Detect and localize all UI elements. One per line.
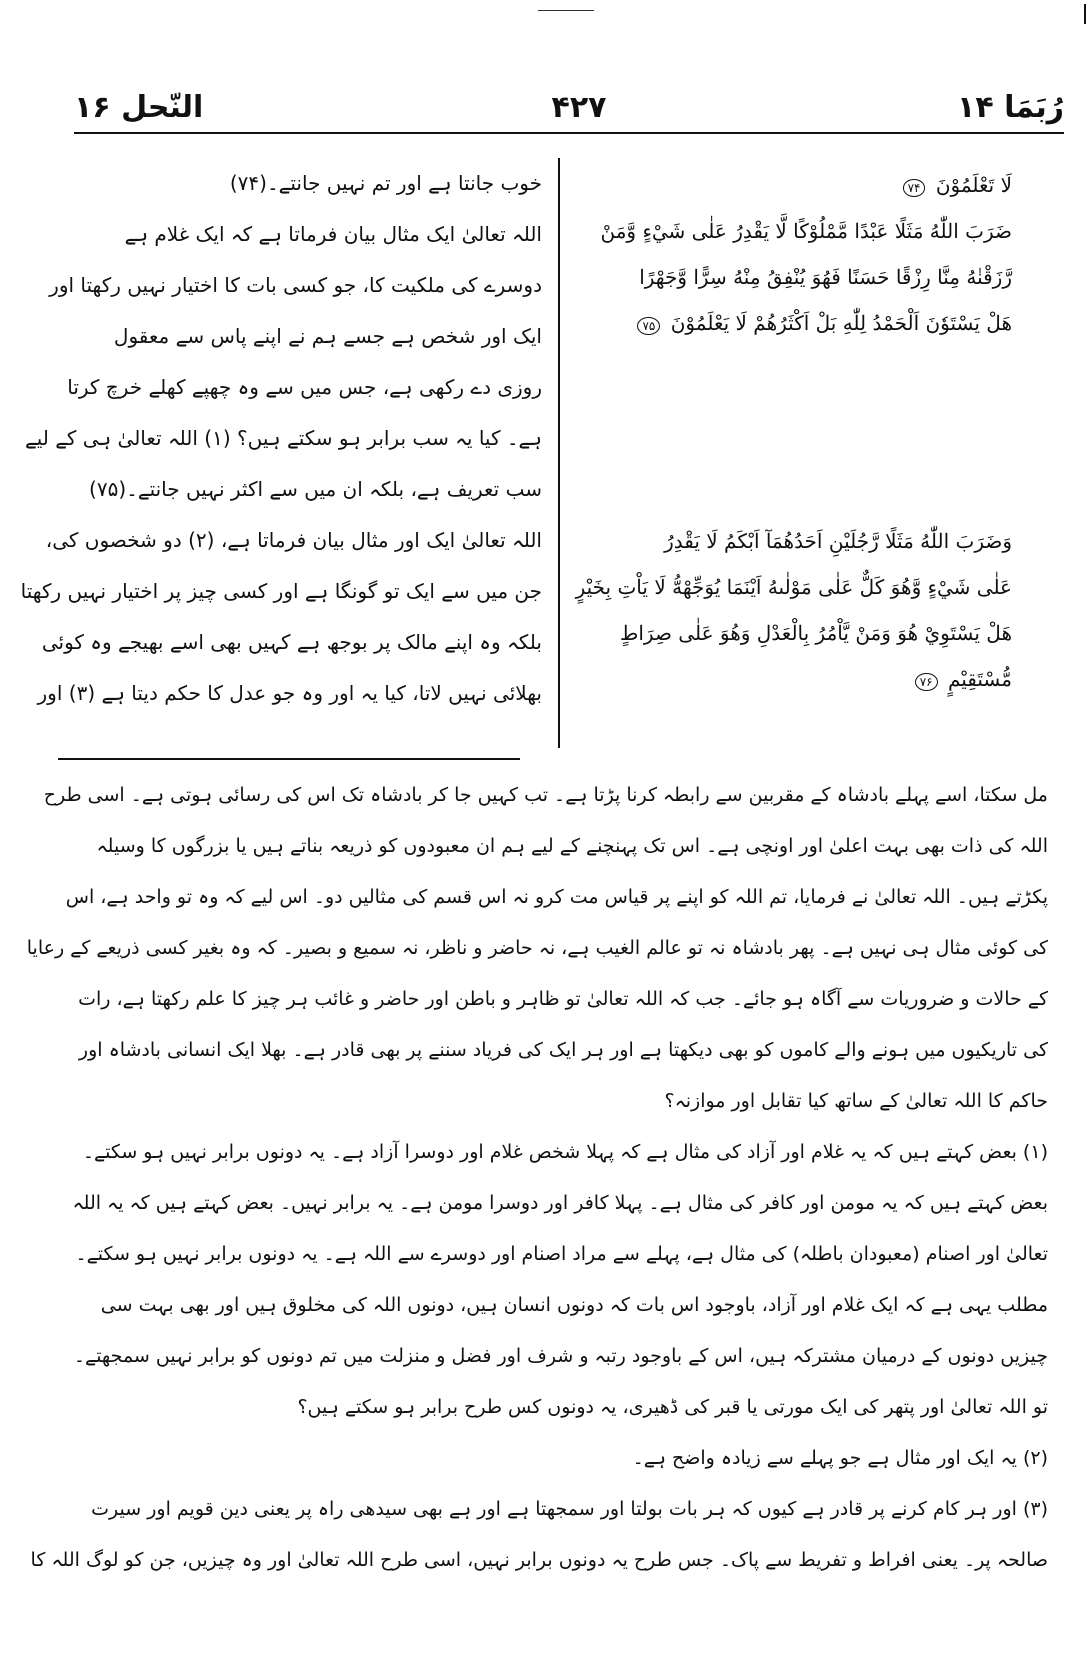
arabic-verse-line <box>572 518 1012 564</box>
juz-title: رُبَمَا ۱۴ <box>957 90 1064 125</box>
footnote-rule <box>58 758 520 760</box>
arabic-verse-line <box>572 300 1012 346</box>
translation-line: جن میں سے ایک تو گونگا ہے اور کسی چیز پر اختیار نہیں رکھتا <box>20 579 542 603</box>
footnote-line: (۱) بعض کہتے ہیں کہ یہ غلام اور آزاد کی مثال ہے کہ پہلا شخص غلام اور دوسرا آزاد ہے۔ یہ دونوں برابر نہیں ہو سکتے۔ <box>82 1141 1048 1163</box>
footnote-line: چیزیں دونوں کے درمیان مشترکہ ہیں، اس کے باوجود رتبہ و شرف اور فضل و منزلت میں تم دونوں کو برابر نہیں سمجھتے۔ <box>73 1345 1048 1367</box>
arabic-column-top <box>572 162 1012 346</box>
page-header <box>74 88 1064 128</box>
footnote-line: تو اللہ تعالیٰ اور پتھر کی ایک مورتی یا قبر کی ڈھیری، یہ دونوں کس طرح برابر ہو سکتے ہیں؟ <box>297 1396 1048 1418</box>
column-divider <box>558 158 560 748</box>
verse-text: مُّسْتَقِيْمٍ <box>947 667 1012 691</box>
footnote-line: مطلب یہی ہے کہ ایک غلام اور آزاد، باوجود اس بات کہ دونوں انسان ہیں، دونوں اللہ کی مخلوق ہیں اور بھی بہت سی <box>100 1294 1048 1316</box>
footnote-line: (۲) یہ ایک اور مثال ہے جو پہلے سے زیادہ واضح ہے۔ <box>632 1447 1048 1469</box>
commentary-line: اللہ کی ذات بھی بہت اعلیٰ اور اونچی ہے۔ اس تک پہنچنے کے لیے ہم ان معبودوں کو ذریعہ بناتے ہیں یا بزرگوں کا وسیلہ <box>96 835 1048 857</box>
verse-text: عَلٰى شَيْءٍ وَّهُوَ كَلٌّ عَلٰى مَوْلٰىهُ اَيْنَمَا يُوَجِّهْهُّ لَا يَاْتِ بِخَيْرٍ <box>575 575 1012 599</box>
commentary-line: کی کوئی مثال ہی نہیں ہے۔ پھر بادشاہ نہ تو عالم الغیب ہے، نہ حاضر و ناظر، نہ سمیع و بصیر۔ کہ وہ بغیر کسی ذریعے کے رعایا <box>26 937 1048 959</box>
translation-line: بھلائی نہیں لاتا، کیا یہ اور وہ جو عدل کا حکم دیتا ہے (۳) اور <box>37 681 542 705</box>
ayah-number: ۷۴ <box>903 179 926 197</box>
arabic-column-bottom <box>572 518 1012 702</box>
arabic-verse-line <box>572 656 1012 702</box>
translation-line: ہے۔ کیا یہ سب برابر ہو سکتے ہیں؟ (۱) اللہ تعالیٰ ہی کے لیے <box>24 426 542 450</box>
corner-mark <box>1084 4 1086 24</box>
translation-line: اللہ تعالیٰ ایک مثال بیان فرماتا ہے کہ ایک غلام ہے <box>124 222 542 246</box>
verse-text: هَلْ يَسْتَوٗنَ اَلْحَمْدُ لِلّٰهِ بَلْ اَكْثَرُهُمْ لَا يَعْلَمُوْنَ <box>670 311 1012 335</box>
ayah-number: ۷۵ <box>637 317 660 335</box>
footnote-line: (۳) اور ہر کام کرنے پر قادر ہے کیوں کہ ہر بات بولتا اور سمجھتا ہے اور ہے بھی سیدھی راہ پر یعنی دین قویم اور سیرت <box>91 1498 1048 1520</box>
ayah-number: ۷۶ <box>915 673 938 691</box>
footnote-line: بعض کہتے ہیں کہ یہ مومن اور کافر کی مثال ہے۔ پہلا کافر اور دوسرا مومن ہے۔ یہ برابر نہیں۔ بعض کہتے ہیں کہ یہ اللہ <box>72 1192 1048 1214</box>
verse-text: رَّزَقْنٰهُ مِنَّا رِزْقًا حَسَنًا فَهُوَ يُنْفِقُ مِنْهُ سِرًّا وَّجَهْرًا <box>639 265 1012 289</box>
footnote-line: تعالیٰ اور اصنام (معبودان باطلہ) کی مثال ہے، پہلے سے مراد اصنام اور دوسرے سے اللہ ہے۔ یہ دونوں برابر نہیں ہو سکتے۔ <box>75 1243 1048 1265</box>
arabic-verse-line <box>572 610 1012 656</box>
translation-line: اللہ تعالیٰ ایک اور مثال بیان فرماتا ہے، (۲) دو شخصوں کی، <box>45 528 542 552</box>
arabic-verse-line <box>572 162 1012 208</box>
top-dash <box>538 10 594 11</box>
translation-line: ایک اور شخص ہے جسے ہم نے اپنے پاس سے معقول <box>113 324 542 348</box>
arabic-verse-line <box>572 254 1012 300</box>
arabic-verse-line <box>572 564 1012 610</box>
commentary-line: کی تاریکیوں میں ہونے والے کاموں کو بھی دیکھتا ہے اور ہر ایک کی فریاد سننے پر بھی قادر ہے۔ بھلا ایک انسانی بادشاہ اور <box>78 1039 1048 1061</box>
verse-text: وَضَرَبَ اللّٰهُ مَثَلًا رَّجُلَيْنِ اَحَدُهُمَآ اَبْكَمُ لَا يَقْدِرُ <box>664 529 1012 553</box>
translation-line: دوسرے کی ملکیت کا، جو کسی بات کا اختیار نہیں رکھتا اور <box>49 273 542 297</box>
verse-text: ضَرَبَ اللّٰهُ مَثَلًا عَبْدًا مَّمْلُوْكًا لَّا يَقْدِرُ عَلٰى شَيْءٍ وَّمَنْ <box>600 219 1012 243</box>
translation-line: روزی دے رکھی ہے، جس میں سے وہ چھپے کھلے خرچ کرتا <box>67 375 542 399</box>
translation-line: سب تعریف ہے، بلکہ ان میں سے اکثر نہیں جانتے۔(۷۵) <box>89 477 542 501</box>
footnote-line: صالحہ پر۔ یعنی افراط و تفریط سے پاک۔ جس طرح یہ دونوں برابر نہیں، اسی طرح اللہ تعالیٰ اور وہ چیزیں، جن کو لوگ اللہ کا <box>30 1549 1048 1571</box>
header-rule <box>74 132 1064 134</box>
commentary-section <box>26 770 1048 1586</box>
surah-title: النّحل ۱۶ <box>74 90 204 125</box>
verse-text: لَا تَعْلَمُوْنَ <box>935 173 1012 197</box>
commentary-line: کے حالات و ضروریات سے آگاہ ہو جائے۔ جب کہ اللہ تعالیٰ تو ظاہر و باطن اور حاضر و غائب ہر چیز کا علم رکھتا ہے، رات <box>78 988 1048 1010</box>
commentary-line: پکڑتے ہیں۔ اللہ تعالیٰ نے فرمایا، تم اللہ کو اپنے پر قیاس مت کرو نہ اس قسم کی مثالیں دو۔ اس لیے کہ وہ تو واحد ہے، اس <box>65 886 1048 908</box>
translation-line: خوب جانتا ہے اور تم نہیں جانتے۔(۷۴) <box>229 171 542 195</box>
translation-column <box>20 158 542 719</box>
commentary-line: مل سکتا، اسے پہلے بادشاہ کے مقربین سے رابطہ کرنا پڑتا ہے۔ تب کہیں جا کر بادشاہ تک اس کی رسائی ہوتی ہے۔ اسی طرح <box>43 784 1048 806</box>
page-number: ۴۲۷ <box>551 90 607 125</box>
arabic-verse-line <box>572 208 1012 254</box>
translation-line: بلکہ وہ اپنے مالک پر بوجھ ہے کہیں بھی اسے بھیجے وہ کوئی <box>41 630 542 654</box>
verse-text: هَلْ يَسْتَوِيْ هُوَ وَمَنْ يَّاْمُرُ بِالْعَدْلِ وَهُوَ عَلٰى صِرَاطٍ <box>619 621 1012 645</box>
commentary-line: حاکم کا اللہ تعالیٰ کے ساتھ کیا تقابل اور موازنہ؟ <box>664 1090 1048 1112</box>
